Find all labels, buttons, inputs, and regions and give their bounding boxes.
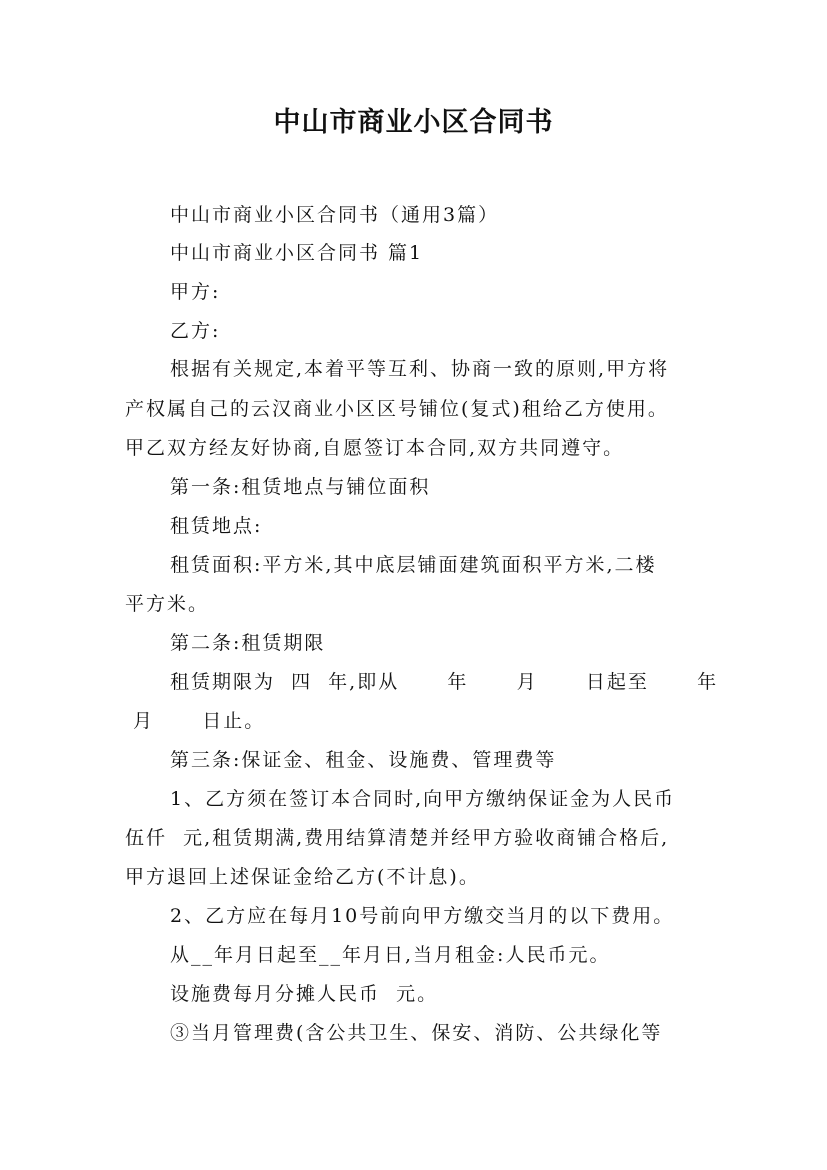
- party-b: 乙方:: [170, 320, 221, 342]
- paragraph-line: 2、乙方应在每月10号前向甲方缴交当月的以下费用。: [170, 905, 675, 927]
- clause-heading: 第一条:租赁地点与铺位面积: [170, 476, 431, 498]
- paragraph-line: ③当月管理费(含公共卫生、保安、消防、公共绿化等: [170, 1022, 663, 1044]
- section-heading: 中山市商业小区合同书 篇1: [170, 242, 424, 264]
- paragraph-line: 1、乙方须在签订本合同时,向甲方缴纳保证金为人民币: [170, 788, 676, 810]
- paragraph-line: 伍仟 元,租赁期满,费用结算清楚并经甲方验收商铺合格后,: [125, 827, 670, 849]
- paragraph-line: 租赁期限为 四 年,即从 年 月 日起至 年: [170, 671, 719, 693]
- paragraph-line: 产权属自己的云汉商业小区区号铺位(复式)租给乙方使用。: [125, 398, 669, 420]
- document-title: 中山市商业小区合同书: [273, 107, 554, 138]
- paragraph-line: 租赁地点:: [170, 515, 263, 537]
- paragraph-line: 设施费每月分摊人民币 元。: [170, 983, 439, 1005]
- subtitle: 中山市商业小区合同书（通用3篇）: [170, 204, 500, 226]
- paragraph-line: 平方米。: [125, 593, 210, 615]
- paragraph-line: 根据有关规定,本着平等互利、协商一致的原则,甲方将: [170, 358, 670, 380]
- clause-heading: 第二条:租赁期限: [170, 632, 326, 654]
- clause-heading: 第三条:保证金、租金、设施费、管理费等: [170, 749, 557, 771]
- paragraph-line: 从__年月日起至__年月日,当月租金:人民币元。: [170, 944, 611, 966]
- paragraph-line: 甲方退回上述保证金给乙方(不计息)。: [125, 866, 480, 888]
- party-a: 甲方:: [170, 281, 221, 303]
- paragraph-line: 租赁面积:平方米,其中底层铺面建筑面积平方米,二楼: [170, 554, 657, 576]
- paragraph-line: 甲乙双方经友好协商,自愿签订本合同,双方共同遵守。: [125, 437, 625, 459]
- paragraph-line: 月 日止。: [125, 710, 266, 732]
